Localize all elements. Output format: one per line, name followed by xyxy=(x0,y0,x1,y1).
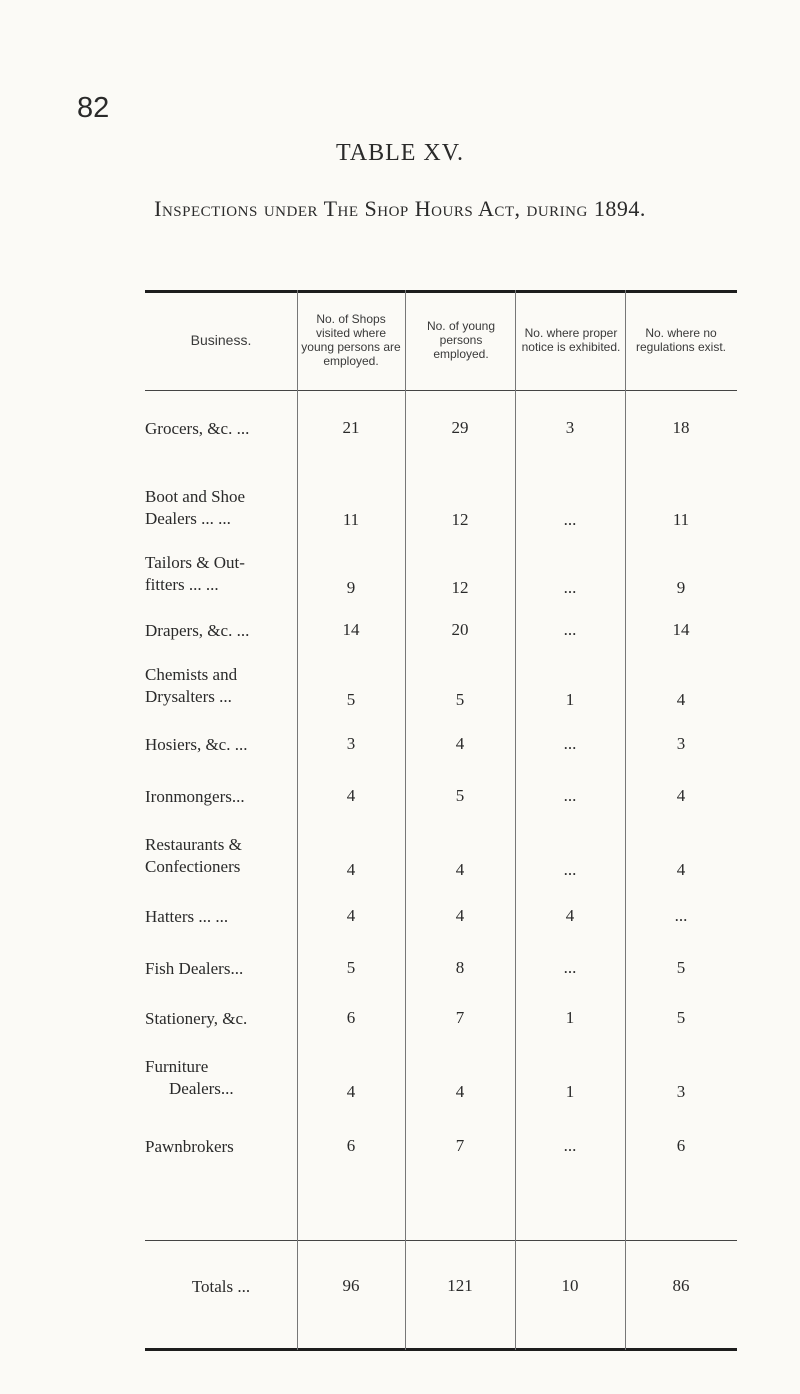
noreg-cell: 3 xyxy=(676,734,686,753)
young-cell: 12 xyxy=(451,578,469,597)
business-name: Chemists and Drysalters ... xyxy=(145,665,238,706)
totals-noreg-cell: 86 xyxy=(672,1276,690,1295)
notice-cell: ... xyxy=(563,510,577,529)
business-name: Grocers, &c. ... xyxy=(145,419,250,438)
noreg-cell: 5 xyxy=(676,958,686,977)
young-cell: 5 xyxy=(455,786,465,805)
column-divider xyxy=(297,290,298,1350)
noreg-cell: 18 xyxy=(672,418,690,437)
noreg-cell: 4 xyxy=(676,860,686,879)
young-cell: 4 xyxy=(455,734,465,753)
young-cell: 20 xyxy=(451,620,469,639)
business-name: Stationery, &c. xyxy=(145,1009,248,1028)
business-name: Furniture Dealers... xyxy=(145,1057,234,1098)
notice-cell: ... xyxy=(563,786,577,805)
page-number: 82 xyxy=(77,92,110,124)
totals-notice-cell: 10 xyxy=(561,1276,579,1295)
young-cell: 29 xyxy=(451,418,469,437)
noreg-cell: 6 xyxy=(676,1136,686,1155)
notice-cell: 1 xyxy=(565,690,575,709)
young-cell: 7 xyxy=(455,1136,465,1155)
notice-cell: ... xyxy=(563,958,577,977)
totals-rule xyxy=(145,1240,737,1241)
table-title: TABLE XV. xyxy=(336,140,464,166)
totals-shops-cell: 96 xyxy=(342,1276,360,1295)
shops-cell: 3 xyxy=(346,734,356,753)
inspection-table xyxy=(145,290,737,1350)
business-name: Hosiers, &c. ... xyxy=(145,735,248,754)
header-business: Business. xyxy=(190,332,252,348)
header-notice-exhibited: No. where proper notice is exhibited. xyxy=(521,326,621,354)
business-name: Tailors & Out- fitters ... ... xyxy=(145,553,245,594)
noreg-cell: 4 xyxy=(676,690,686,709)
shops-cell: 4 xyxy=(346,906,356,925)
young-cell: 12 xyxy=(451,510,469,529)
header-rule xyxy=(145,390,737,391)
column-divider xyxy=(625,290,626,1350)
totals-young-cell: 121 xyxy=(447,1276,473,1295)
noreg-cell: 3 xyxy=(676,1082,686,1101)
noreg-cell: 14 xyxy=(672,620,690,639)
notice-cell: ... xyxy=(563,1136,577,1155)
shops-cell: 9 xyxy=(346,578,356,597)
shops-cell: 21 xyxy=(342,418,360,437)
notice-cell: 4 xyxy=(565,906,575,925)
table-subtitle: Inspections under The Shop Hours Act, during 1894. xyxy=(154,196,646,221)
shops-cell: 6 xyxy=(346,1008,356,1027)
business-name: Fish Dealers... xyxy=(145,959,244,978)
business-name: Ironmongers... xyxy=(145,787,245,806)
notice-cell: ... xyxy=(563,860,577,879)
column-divider xyxy=(405,290,406,1350)
header-no-regulations: No. where no regulations exist. xyxy=(635,326,727,354)
notice-cell: 3 xyxy=(565,418,575,437)
noreg-cell: 4 xyxy=(676,786,686,805)
noreg-cell: 9 xyxy=(676,578,686,597)
business-name: Drapers, &c. ... xyxy=(145,621,250,640)
young-cell: 7 xyxy=(455,1008,465,1027)
young-cell: 4 xyxy=(455,860,465,879)
header-young-persons: No. of young persons employed. xyxy=(426,319,496,361)
notice-cell: 1 xyxy=(565,1008,575,1027)
shops-cell: 4 xyxy=(346,860,356,879)
noreg-cell: 5 xyxy=(676,1008,686,1027)
column-divider xyxy=(515,290,516,1350)
young-cell: 4 xyxy=(455,1082,465,1101)
header-shops-visited: No. of Shops visited where young persons are employed. xyxy=(301,312,401,368)
totals-label: Totals ... xyxy=(191,1277,251,1296)
shops-cell: 5 xyxy=(346,958,356,977)
notice-cell: 1 xyxy=(565,1082,575,1101)
shops-cell: 4 xyxy=(346,1082,356,1101)
business-name: Boot and Shoe Dealers ... ... xyxy=(145,487,246,528)
shops-cell: 6 xyxy=(346,1136,356,1155)
table-bottom-rule xyxy=(145,1348,737,1351)
noreg-cell: 11 xyxy=(672,510,690,529)
young-cell: 4 xyxy=(455,906,465,925)
shops-cell: 4 xyxy=(346,786,356,805)
young-cell: 8 xyxy=(455,958,465,977)
shops-cell: 5 xyxy=(346,690,356,709)
noreg-cell: ... xyxy=(674,906,688,925)
shops-cell: 11 xyxy=(342,510,360,529)
business-name: Pawnbrokers xyxy=(145,1137,234,1156)
business-name: Restaurants & Confectioners xyxy=(145,835,242,876)
notice-cell: ... xyxy=(563,734,577,753)
young-cell: 5 xyxy=(455,690,465,709)
notice-cell: ... xyxy=(563,620,577,639)
notice-cell: ... xyxy=(563,578,577,597)
business-name: Hatters ... ... xyxy=(145,907,229,926)
shops-cell: 14 xyxy=(342,620,360,639)
